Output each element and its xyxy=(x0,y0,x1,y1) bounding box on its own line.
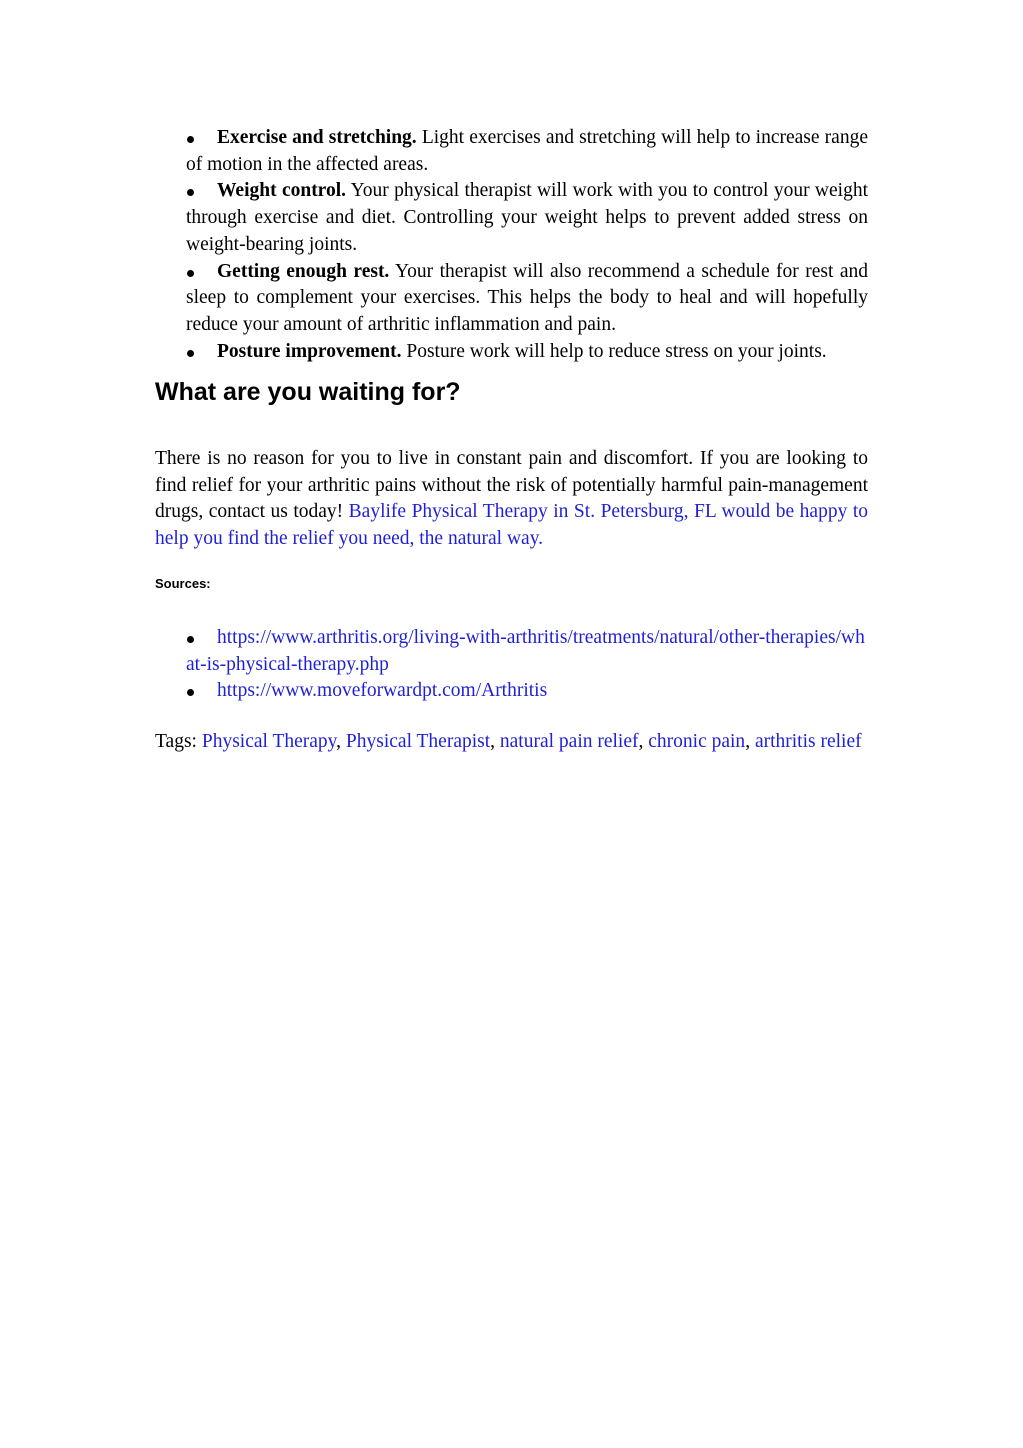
body-paragraph xyxy=(155,446,868,553)
tags-label: Tags: xyxy=(155,731,202,752)
bullet-icon xyxy=(187,270,194,277)
bullet-icon xyxy=(187,689,194,696)
body-text: There is no reason for you to live in constant pain and discomfort. If you are looking to find relief for your arthritic pains without the risk of potentially harmful pain-management drugs, contact us today! xyxy=(155,448,868,523)
benefit-text: Posture work will help to reduce stress on your joints. xyxy=(401,340,827,362)
sources-list xyxy=(186,625,868,705)
list-item xyxy=(186,178,868,258)
benefit-text: Light exercises and stretching will help to increase range of motion in the affected areas. xyxy=(186,127,868,175)
list-item xyxy=(186,678,868,705)
source-link[interactable]: https://www.moveforwardpt.com/Arthritis xyxy=(217,680,548,702)
list-item xyxy=(186,125,868,178)
sources-label: Sources: xyxy=(155,576,211,591)
cta-link[interactable]: Baylife Physical Therapy in St. Petersburg, FL would be happy to help you find the relief you need, the natural way. xyxy=(155,501,868,550)
bullet-icon xyxy=(187,636,194,643)
benefit-title: Weight control. xyxy=(217,180,347,202)
benefit-text: Your physical therapist will work with you to control your weight through exercise and diet. Controlling your weight helps to prevent added stress on weight-bearing joints. xyxy=(186,180,868,255)
tag-separator: , xyxy=(638,731,649,752)
tags-line xyxy=(155,729,868,756)
tag-link[interactable]: arthritis relief xyxy=(754,731,862,752)
benefit-title: Getting enough rest. xyxy=(217,260,390,282)
benefits-list xyxy=(186,125,868,365)
tag-separator: , xyxy=(745,731,755,752)
tag-link[interactable]: chronic pain xyxy=(648,731,746,752)
benefit-title: Exercise and stretching. xyxy=(217,127,417,148)
list-item xyxy=(186,625,868,678)
section-heading: What are you waiting for? xyxy=(155,378,461,406)
tag-separator: , xyxy=(490,731,500,752)
bullet-icon xyxy=(187,136,194,143)
tag-link[interactable]: Physical Therapist xyxy=(345,731,491,752)
benefit-title: Posture improvement. xyxy=(217,340,402,362)
tag-separator: , xyxy=(336,731,346,752)
list-item xyxy=(186,259,868,339)
list-item xyxy=(186,339,868,366)
benefit-text: Your therapist will also recommend a schedule for rest and sleep to complement your exercises. This helps the body to heal and will hopefully reduce your amount of arthritic inflammation and pain. xyxy=(186,260,868,335)
bullet-icon xyxy=(187,350,194,357)
bullet-icon xyxy=(187,189,194,196)
source-link[interactable]: https://www.arthritis.org/living-with-arthritis/treatments/natural/other-therapies/what-is-physical-therapy.php xyxy=(186,627,865,675)
tag-link[interactable]: natural pain relief xyxy=(499,731,639,752)
tag-link[interactable]: Physical Therapy xyxy=(201,731,337,752)
